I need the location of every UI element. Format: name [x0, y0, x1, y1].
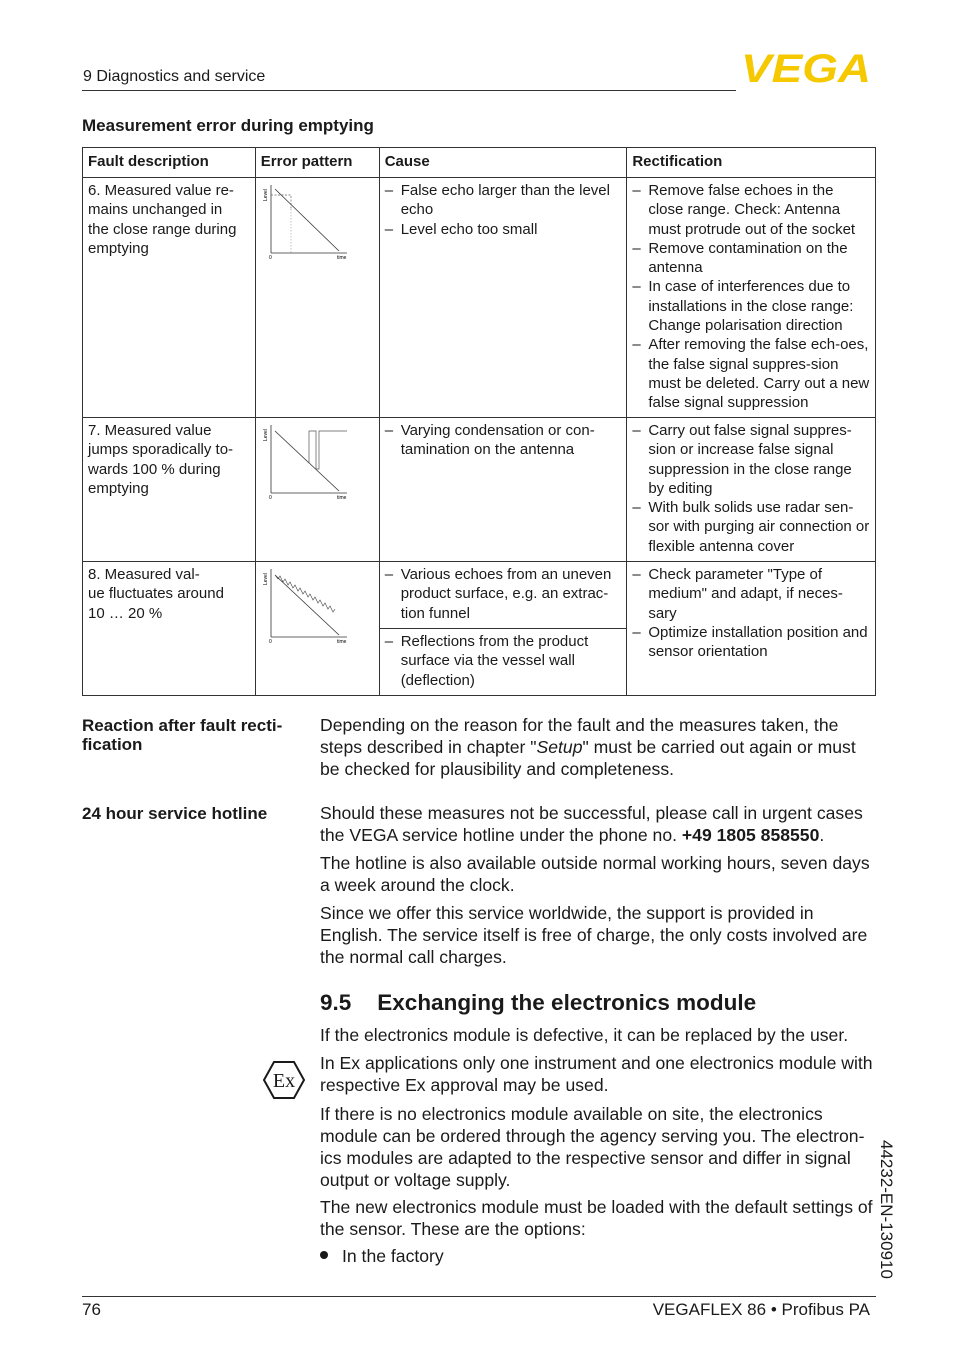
table-row — [83, 418, 876, 562]
y-axis-label: Level — [262, 429, 269, 441]
measured-line — [275, 575, 335, 612]
error-pattern — [255, 418, 379, 562]
x-axis-label: time — [336, 495, 347, 501]
list-item: – In case of interferences due to installations in the close range: Change polarisation direction — [632, 277, 870, 335]
origin-label: 0 — [268, 495, 272, 501]
col-header-fault: Fault description — [83, 148, 256, 178]
logo-text: VEGA — [741, 52, 871, 84]
cause — [379, 629, 627, 696]
fault-description — [83, 178, 256, 418]
table-header-row — [83, 148, 876, 178]
svg-text:Ex: Ex — [272, 1070, 296, 1092]
rectification — [627, 562, 876, 696]
cause — [379, 562, 627, 629]
fault-line: jumps sporadically to- — [88, 441, 234, 459]
section-paragraph: If the electronics module is defective, it can be replaced by the user. — [320, 1025, 849, 1045]
fault-line: emptying — [88, 479, 149, 497]
header-section-title: 9 Diagnostics and service — [83, 68, 266, 85]
list-item: – Various echoes from an uneven product surface, e.g. an extrac-tion funnel — [385, 565, 622, 623]
fault-line: the close range during — [88, 220, 237, 238]
measured-line — [275, 431, 347, 469]
product-name: VEGAFLEX 86 • Profibus PA — [652, 1300, 870, 1319]
error-pattern-chart — [261, 181, 351, 261]
table-row — [83, 562, 876, 629]
fault-line: 6. Measured value re- — [88, 182, 234, 199]
footer-rule — [82, 1296, 876, 1297]
reaction-label: Reaction after fault recti-fication — [82, 716, 283, 754]
error-pattern-chart — [261, 421, 351, 501]
fault-description — [83, 418, 256, 562]
page-number: 76 — [82, 1300, 101, 1319]
col-header-cause: Cause — [379, 148, 627, 178]
col-header-rectification: Rectification — [627, 148, 876, 178]
list-item: – With bulk solids use radar sen-sor with purging air connection or flexible antenna cover — [632, 498, 870, 556]
fault-description — [83, 562, 256, 696]
fault-table — [82, 147, 876, 696]
hotline-support-text: Since we offer this service worldwide, the support is provided in English. The service itself is free of charge, the only costs involved are the normal call charges. — [320, 903, 868, 967]
error-pattern — [255, 562, 379, 696]
origin-label: 0 — [268, 255, 272, 261]
origin-label: 0 — [268, 639, 272, 645]
cause — [379, 178, 627, 418]
bullet-icon — [320, 1251, 328, 1259]
cause — [379, 418, 627, 562]
ex-symbol-icon — [262, 1060, 306, 1100]
error-pattern-chart — [261, 565, 351, 645]
reaction-text: Depending on the reason for the fault and the measures taken, the steps described in chapter "Setup" must be carried out again or must be checked for plausibility and completeness. — [320, 715, 856, 779]
list-item: – Check parameter "Type of medium" and adapt, if neces-sary — [632, 565, 870, 623]
hotline-hours-text: The hotline is also available outside normal working hours, seven days a week around the clock. — [320, 853, 870, 895]
header-rule — [82, 90, 736, 91]
list-item: – Varying condensation or con-tamination on the antenna — [385, 421, 622, 460]
list-item: – Remove false echoes in the close range. Check: Antenna must protrude out of the socket — [632, 181, 870, 239]
hotline-text: Should these measures not be successful, please call in urgent cases the VEGA service hotline under the phone no. +49 1805 858550. — [320, 803, 863, 845]
fault-line: mains unchanged in — [88, 201, 223, 219]
table-row — [83, 178, 876, 418]
level-line — [275, 189, 339, 251]
list-item: – Carry out false signal suppres-sion or increase false signal suppression in the close range by editing — [632, 421, 870, 498]
section-paragraph: If there is no electronics module available on site, the electronics module can be ordered through the agency serving you. The electron-ics modules are adapted to the respective sensor and differ in signal output or voltage supply. — [320, 1104, 865, 1190]
list-item: – Reflections from the product surface via the vessel wall (deflection) — [385, 632, 622, 690]
x-axis-label: time — [336, 639, 347, 645]
section-paragraph: The new electronics module must be loaded with the default settings of the sensor. These are the options: — [320, 1197, 873, 1239]
list-item: – Level echo too small — [385, 220, 622, 239]
fault-line: emptying — [88, 239, 149, 257]
fault-line: wards 100 % during — [88, 460, 221, 478]
list-item: – After removing the false ech-oes, the false signal suppres-sion must be deleted. Carry out a new false signal suppression — [632, 335, 870, 412]
fault-line: 10 … 20 % — [88, 604, 163, 622]
fault-line: 8. Measured val- — [88, 566, 200, 583]
section-paragraph: In Ex applications only one instrument and one electronics module with respective Ex approval may be used. — [320, 1053, 873, 1095]
rectification — [627, 418, 876, 562]
level-line — [275, 575, 339, 635]
vega-logo — [741, 52, 873, 84]
section-heading: 9.5 Exchanging the electronics module — [320, 990, 757, 1015]
list-item: – Optimize installation position and sensor orientation — [632, 623, 870, 662]
list-item: – False echo larger than the level echo — [385, 181, 622, 220]
hotline-label: 24 hour service hotline — [82, 804, 268, 823]
y-axis-label: Level — [262, 189, 269, 201]
list-item: In the factory — [320, 1246, 444, 1267]
y-axis-label: Level — [262, 573, 269, 585]
fault-line: 7. Measured value — [88, 422, 212, 439]
document-code: 44232-EN-130910 — [877, 1140, 896, 1279]
error-pattern — [255, 178, 379, 418]
col-header-pattern: Error pattern — [255, 148, 379, 178]
table-title: Measurement error during emptying — [82, 116, 374, 135]
rectification — [627, 178, 876, 418]
list-item: – Remove contamination on the antenna — [632, 239, 870, 278]
fault-line: ue fluctuates around — [88, 585, 224, 603]
x-axis-label: time — [336, 255, 347, 261]
